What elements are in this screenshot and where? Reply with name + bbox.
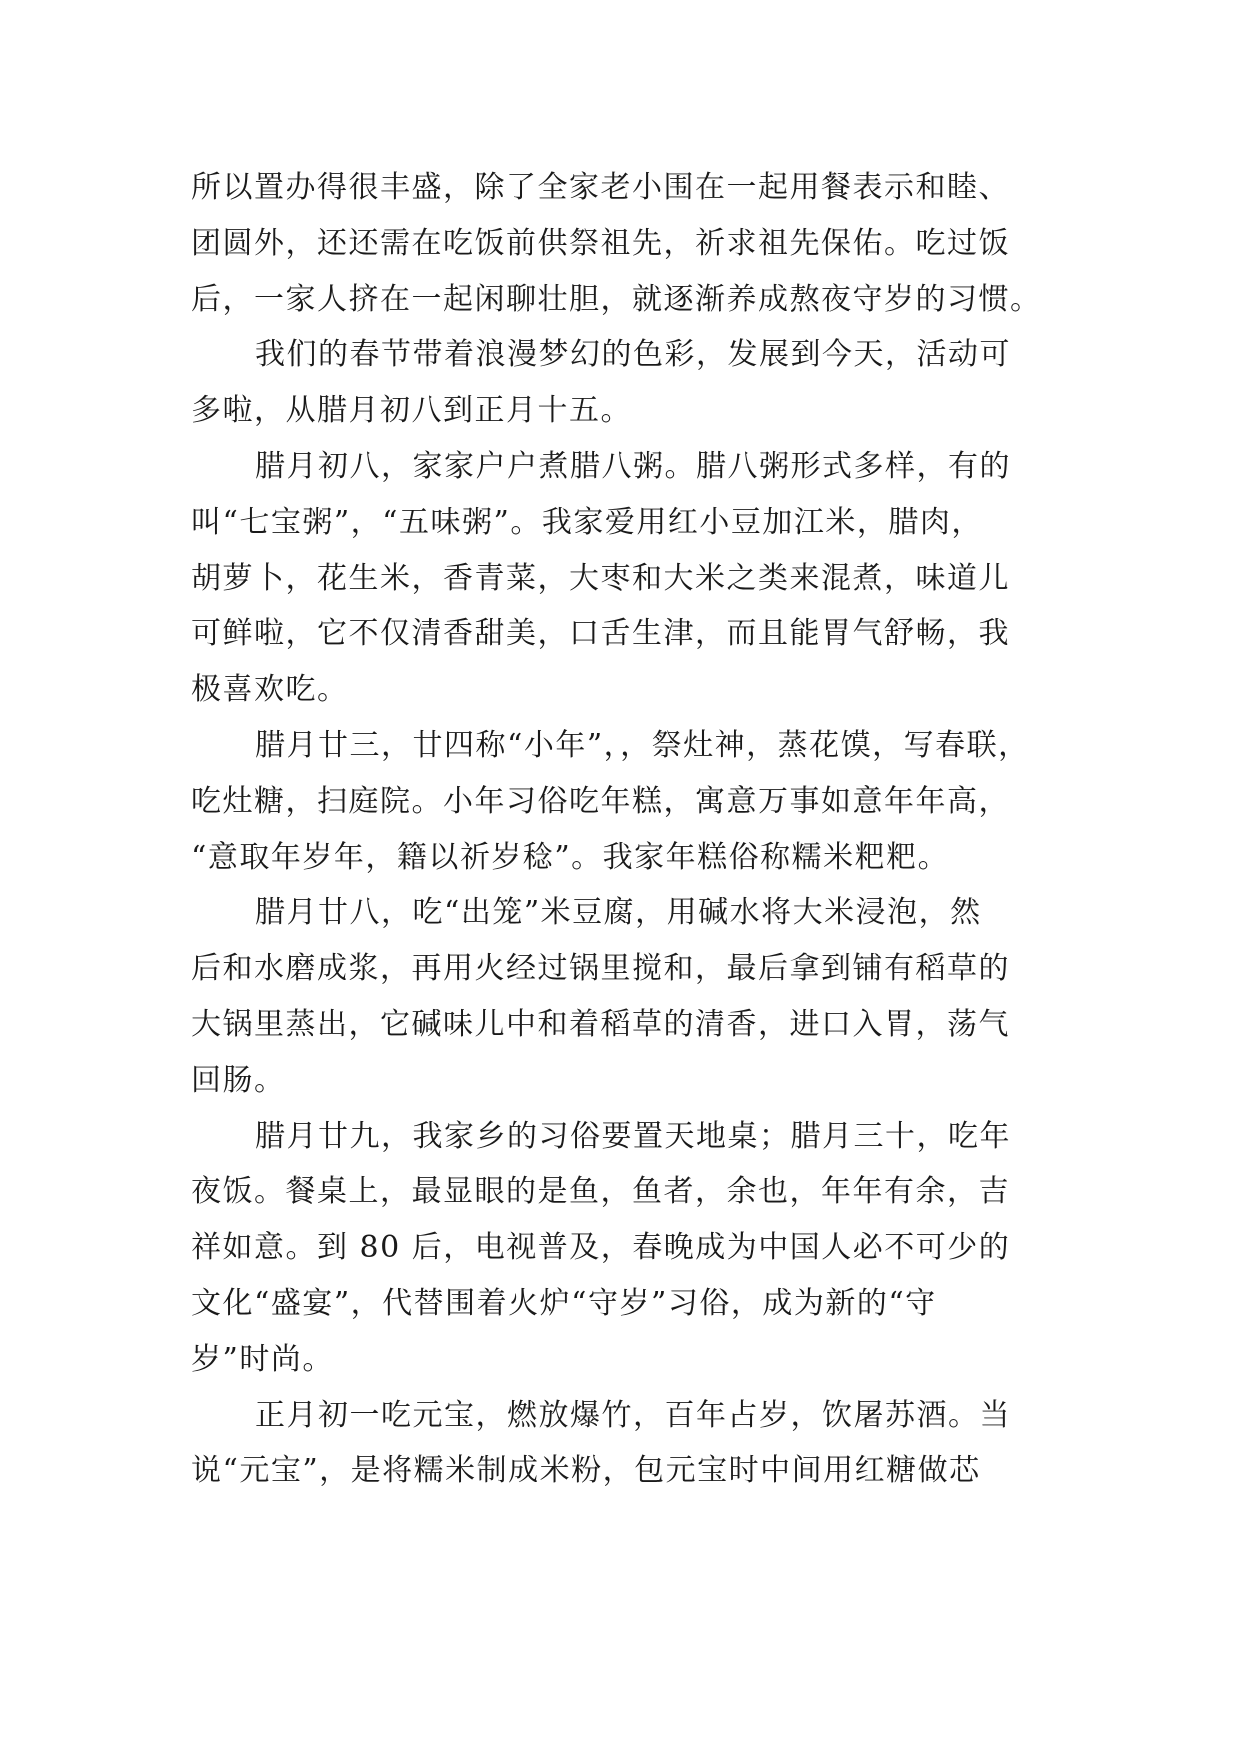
text-line: 我们的春节带着浪漫梦幻的色彩，发展到今天，活动可 <box>255 337 1011 373</box>
text-line: 夜饭。餐桌上，最显眼的是鱼，鱼者，余也，年年有余，吉 <box>191 1174 1010 1210</box>
text-line: 腊月廿八，吃“出笼”米豆腐，用碱水将大米浸泡，然 <box>255 895 982 931</box>
text-line: 腊月廿九，我家乡的习俗要置天地桌；腊月三十，吃年 <box>255 1118 1011 1154</box>
text-line: 胡萝卜，花生米，香青菜，大枣和大米之类来混煮，味道儿 <box>191 560 1010 596</box>
text-line: 岁”时尚。 <box>191 1341 334 1377</box>
text-line: 正月初一吃元宝，燃放爆竹，百年占岁，饮屠苏酒。当 <box>255 1397 1011 1433</box>
text-line: “意取年岁年，籍以祈岁稔”。我家年糕俗称糯米粑粑。 <box>191 839 950 875</box>
text-line: 后，一家人挤在一起闲聊壮胆，就逐渐养成熬夜守岁的习惯。 <box>191 281 1042 317</box>
text-line: 回肠。 <box>191 1062 286 1098</box>
text-line: 腊月初八，家家户户煮腊八粥。腊八粥形式多样，有的 <box>255 448 1011 484</box>
text-line: 文化“盛宴”，代替围着火炉“守岁”习俗，成为新的“守 <box>191 1285 937 1321</box>
text-line: 可鲜啦，它不仅清香甜美，口舌生津，而且能胃气舒畅，我 <box>191 616 1010 652</box>
text-line: 祥如意。到 80 后，电视普及，春晚成为中国人必不可少的 <box>191 1230 1011 1266</box>
text-line: 吃灶糖，扫庭院。小年习俗吃年糕，寓意万事如意年年高， <box>191 783 1010 819</box>
text-line: 叫“七宝粥”，“五味粥”。我家爱用红小豆加江米，腊肉， <box>191 504 983 540</box>
text-line: 后和水磨成浆，再用火经过锅里搅和，最后拿到铺有稻草的 <box>191 951 1010 987</box>
text-line: 极喜欢吃。 <box>191 672 349 708</box>
text-line: 团圆外，还还需在吃饭前供祭祖先，祈求祖先保佑。吃过饭 <box>191 225 1010 261</box>
text-line: 多啦，从腊月初八到正月十五。 <box>191 393 632 429</box>
text-line: 腊月廿三，廿四称“小年”，，祭灶神，蒸花馍，写春联， <box>255 727 1030 763</box>
text-line: 说“元宝”，是将糯米制成米粉，包元宝时中间用红糖做芯 <box>191 1453 981 1489</box>
document-body <box>191 160 1091 1499</box>
text-line: 所以置办得很丰盛，除了全家老小围在一起用餐表示和睦、 <box>191 170 1010 205</box>
text-line: 大锅里蒸出，它碱味儿中和着稻草的清香，进口入胃，荡气 <box>191 1006 1010 1042</box>
